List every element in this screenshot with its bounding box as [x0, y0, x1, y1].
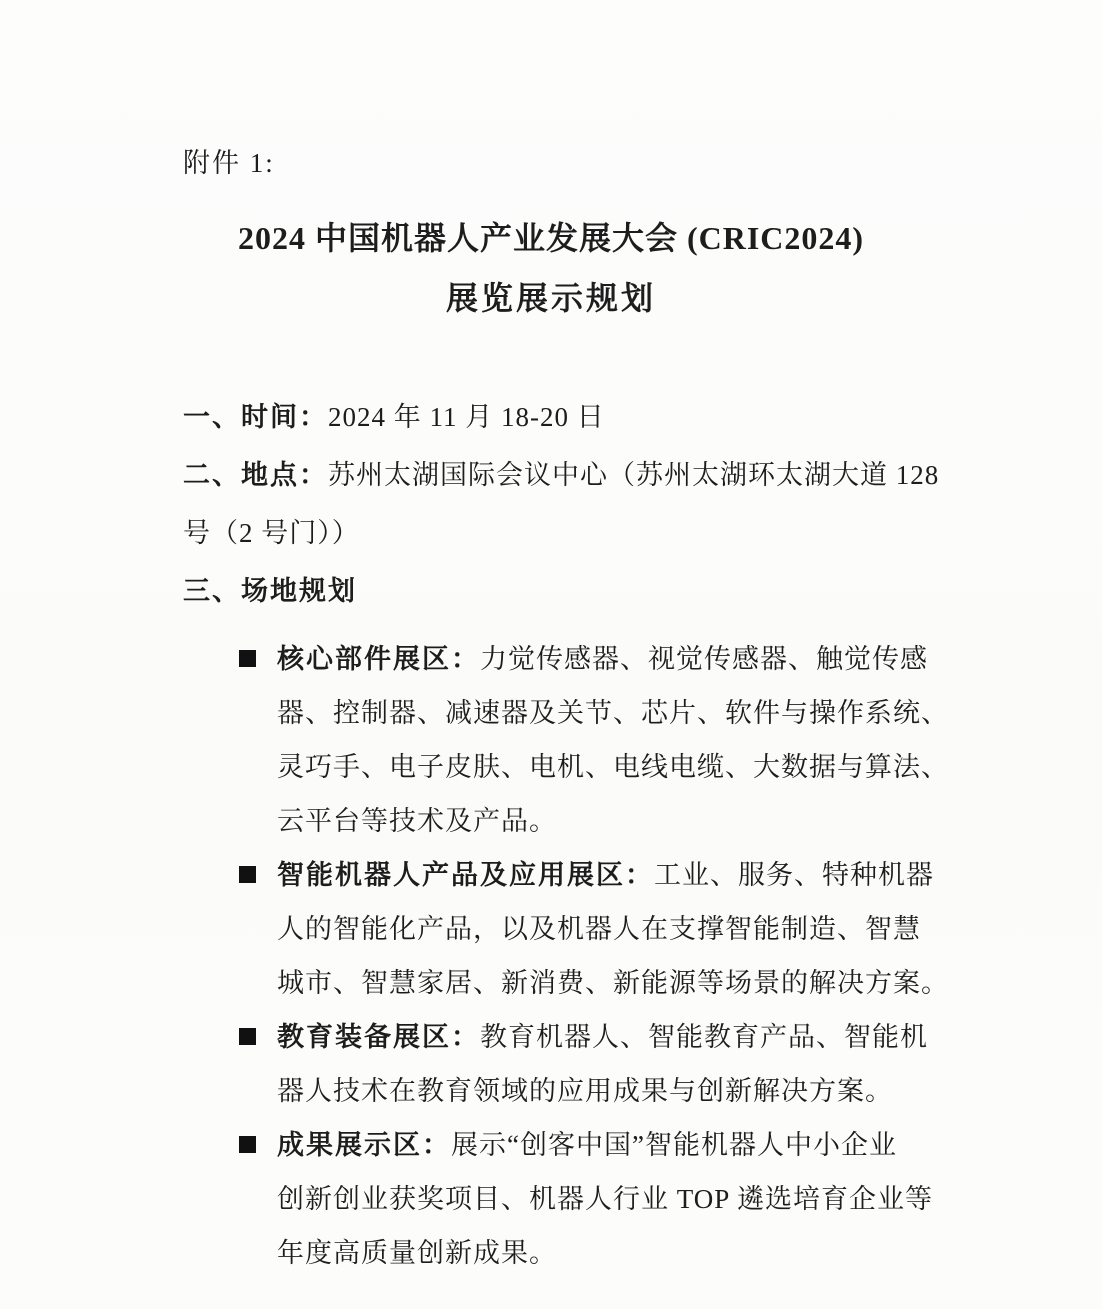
bullet-education-equipment-zone [183, 1010, 1102, 1118]
bullet-continuation-line: 人的智能化产品，以及机器人在支撑智能制造、智慧 [277, 914, 921, 944]
bullet-continuation-line: 器、控制器、减速器及关节、芯片、软件与操作系统、 [277, 698, 949, 728]
section-time-value: 2024 年 11 月 18-20 日 [328, 402, 605, 432]
square-bullet-icon [239, 1136, 256, 1153]
bullet-text: 工业、服务、特种机器 [654, 860, 934, 890]
square-bullet-icon [239, 866, 256, 883]
bullet-line [277, 1118, 1102, 1172]
bullet-line [277, 632, 1102, 686]
square-bullet-icon [239, 650, 256, 667]
bullet-line [277, 848, 1102, 902]
bullet-continuation-line: 创新创业获奖项目、机器人行业 TOP 遴选培育企业等 [277, 1184, 934, 1214]
bullet-continuation-line: 器人技术在教育领域的应用成果与创新解决方案。 [277, 1076, 893, 1106]
bullet-heading: 成果展示区： [277, 1130, 451, 1160]
bullet-heading: 教育装备展区： [277, 1022, 480, 1052]
section-location-continuation: 号（2 号门）） [183, 518, 360, 548]
bullet-core-components-zone [183, 632, 1102, 848]
bullet-text: 教育机器人、智能教育产品、智能机 [480, 1022, 928, 1052]
section-venue-plan-label: 三、场地规划 [183, 576, 357, 606]
section-time-label: 一、时间： [183, 402, 328, 432]
bullet-heading: 核心部件展区： [277, 644, 480, 674]
bullet-heading: 智能机器人产品及应用展区： [277, 860, 654, 890]
section-venue-plan [183, 564, 1102, 618]
bullet-intelligent-robot-zone [183, 848, 1102, 1010]
document-body [183, 390, 1102, 1280]
section-location [183, 448, 1102, 502]
section-location-label: 二、地点： [183, 460, 328, 490]
bullet-continuation-line: 云平台等技术及产品。 [277, 806, 557, 836]
section-time [183, 390, 1102, 444]
bullet-text: 展示“创客中国”智能机器人中小企业 [451, 1130, 897, 1160]
title-line-2: 展览展示规划 [445, 280, 656, 316]
zone-bullet-list [183, 632, 1102, 1280]
bullet-continuation-line: 城市、智慧家居、新消费、新能源等场景的解决方案。 [277, 968, 949, 998]
bullet-continuation-line: 灵巧手、电子皮肤、电机、电线电缆、大数据与算法、 [277, 752, 949, 782]
bullet-line [277, 1010, 1102, 1064]
title-line-1: 2024 中国机器人产业发展大会 (CRIC2024) [237, 220, 865, 256]
document-title [0, 216, 1102, 320]
bullet-text: 力觉传感器、视觉传感器、触觉传感 [480, 644, 928, 674]
section-location-value: 苏州太湖国际会议中心（苏州太湖环太湖大道 128 [328, 460, 940, 490]
bullet-achievements-zone [183, 1118, 1102, 1280]
bullet-continuation-line: 年度高质量创新成果。 [277, 1238, 557, 1268]
square-bullet-icon [239, 1028, 256, 1045]
attachment-label: 附件 1: [183, 148, 275, 178]
